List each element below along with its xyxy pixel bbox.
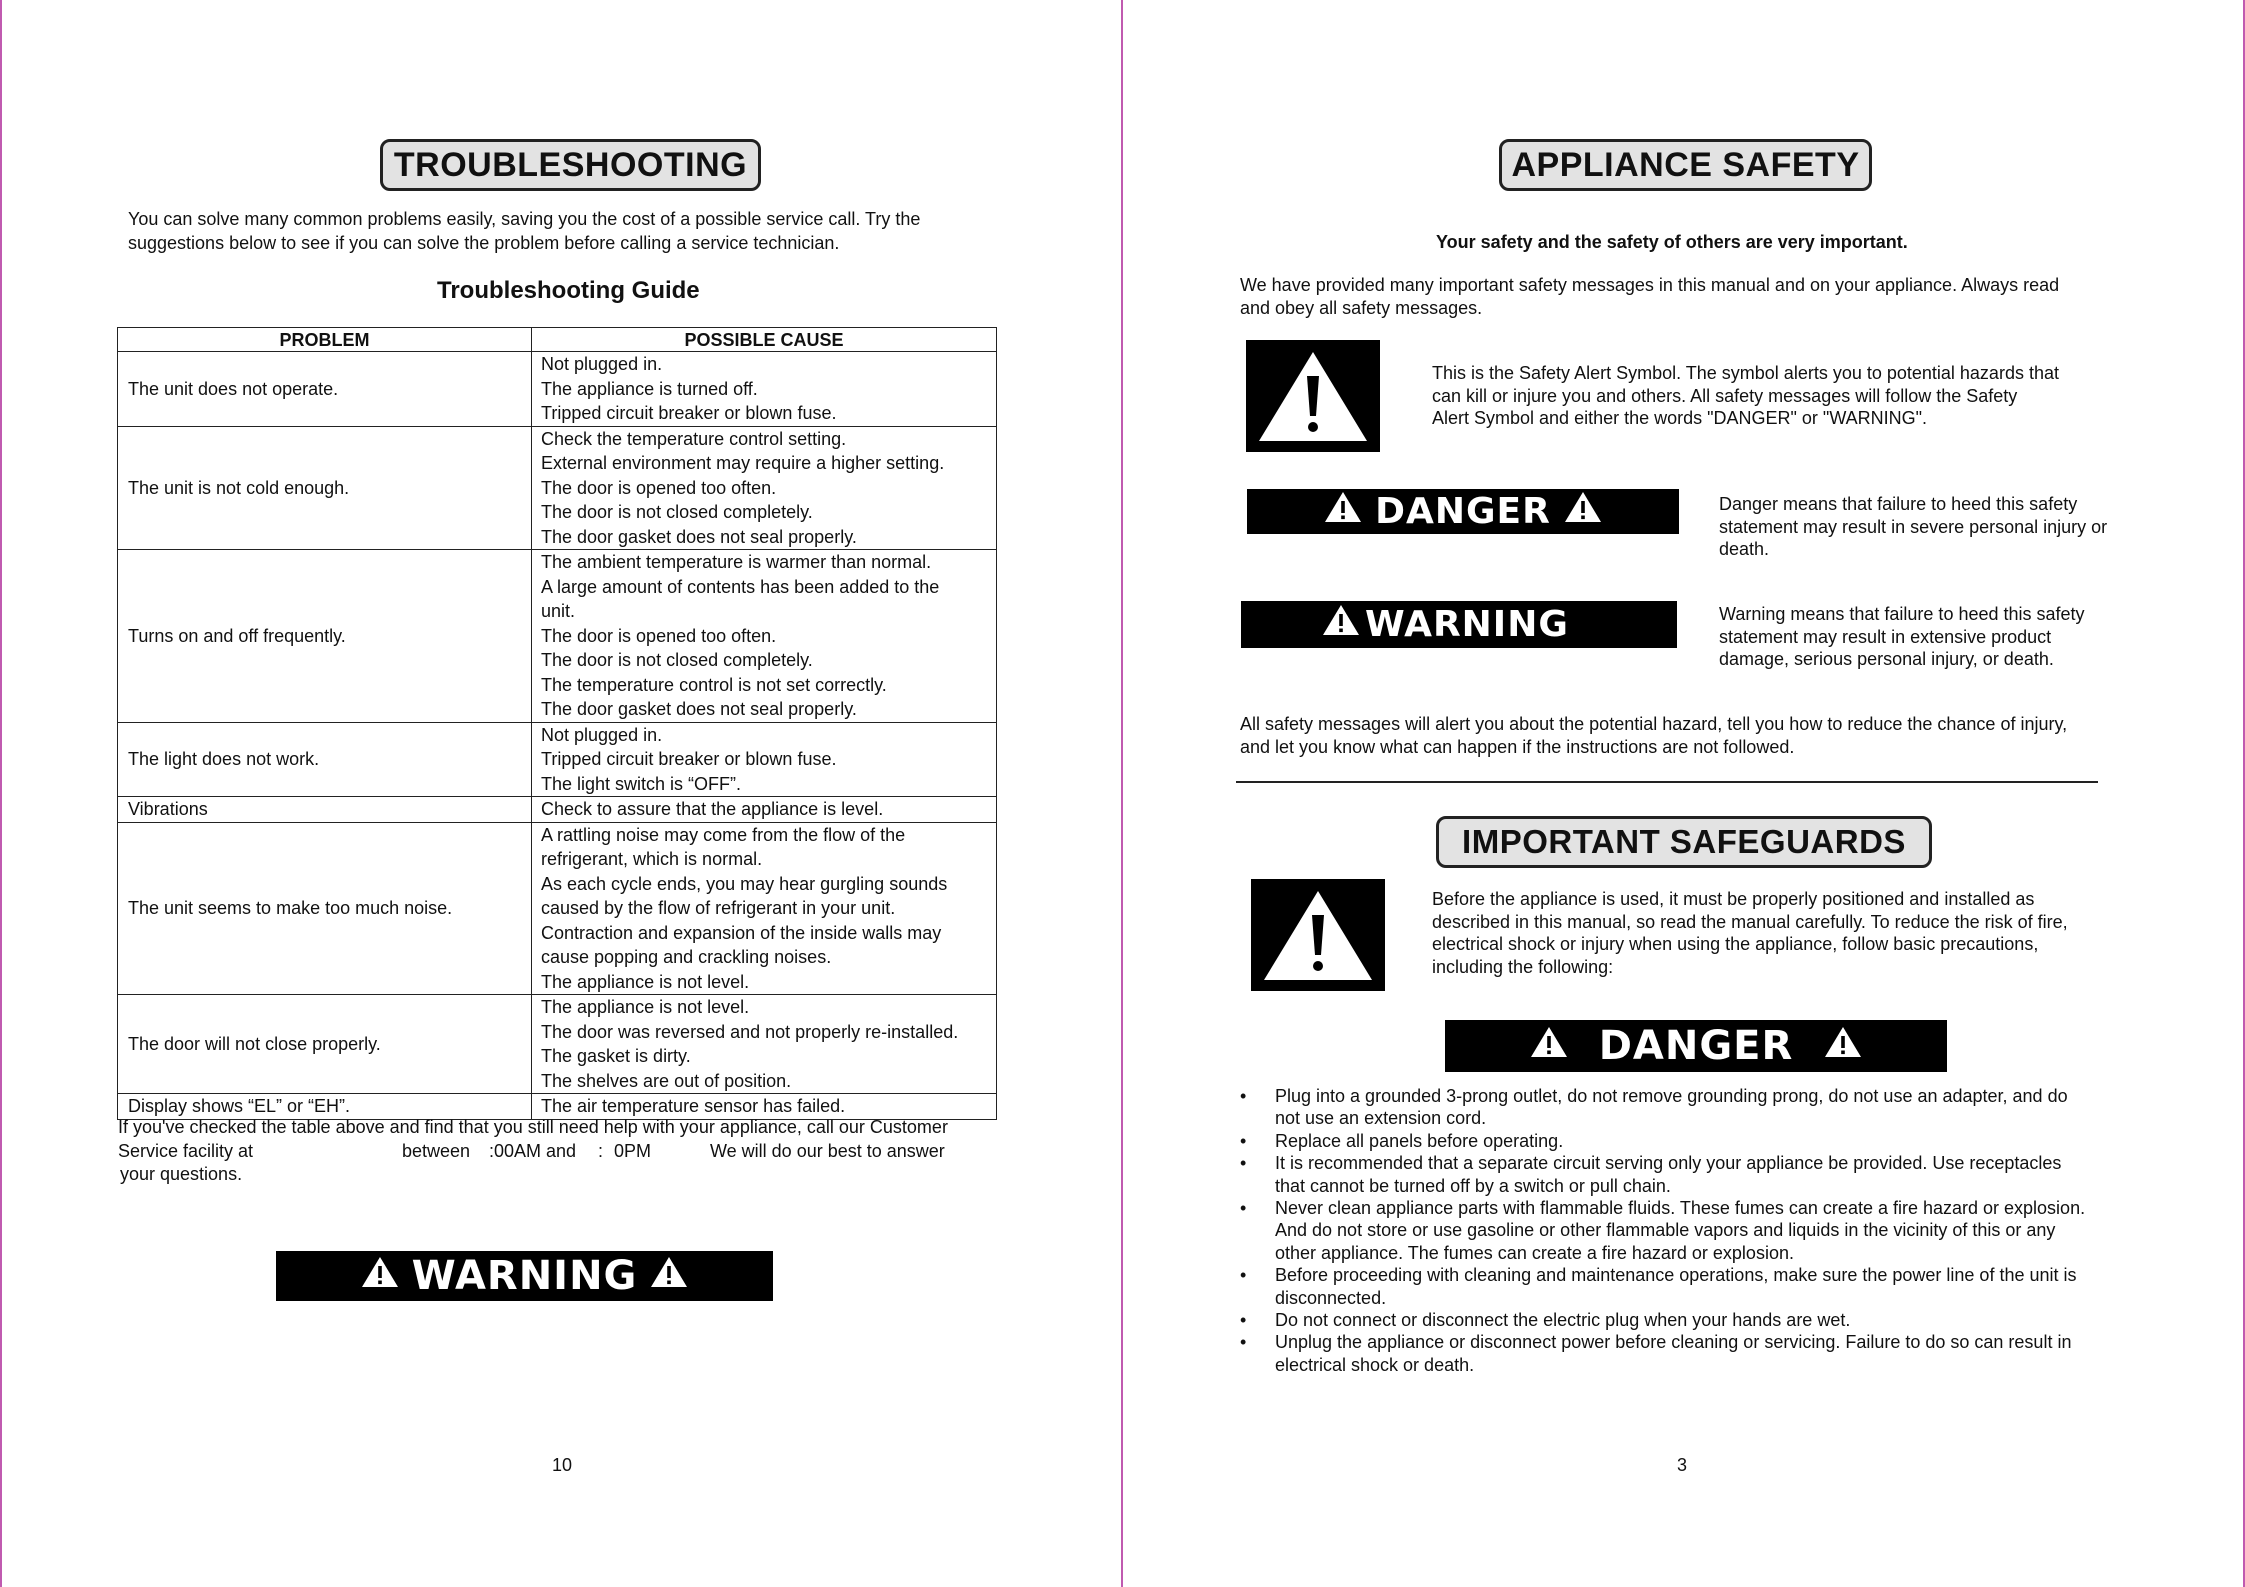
safeguards-line: described in this manual, so read the manual carefully. To reduce the risk of fire, (1432, 911, 2068, 932)
intro-text (128, 207, 920, 255)
danger-line: Danger means that failure to heed this safety (1719, 494, 2078, 514)
table-row (118, 352, 997, 427)
intro-line: You can solve many common problems easily, saving you the cost of a possible service call. Try the (128, 209, 921, 229)
all-line: and let you know what can happen if the instructions are not followed. (1240, 736, 1795, 757)
cause-line: The air temperature sensor has failed. (541, 1096, 846, 1116)
page-number: 10 (552, 1455, 573, 1475)
alert-line: This is the Safety Alert Symbol. The symbol alerts you to potential hazards that (1432, 363, 2059, 383)
cause-line: The door is opened too often. (541, 477, 777, 498)
table-row (118, 797, 997, 823)
guide-heading: Troubleshooting Guide (437, 277, 700, 304)
all-line: All safety messages will alert you about the potential hazard, tell you how to reduce the chance of injury, (1240, 714, 2068, 734)
cause-cell (532, 426, 997, 550)
cause-line: The appliance is not level. (541, 971, 750, 992)
cause-line: The temperature control is not set correctly. (541, 674, 887, 695)
danger-banner (1247, 489, 1679, 534)
warning-line: statement may result in extensive product (1719, 626, 2052, 647)
safety-intro (1240, 274, 2059, 319)
problem-cell: Display shows “EL” or “EH”. (118, 1094, 532, 1120)
list-item (1237, 1152, 2137, 1197)
list-item (1237, 1130, 2137, 1152)
problem-cell: Vibrations (118, 797, 532, 823)
table-header-row (118, 328, 997, 352)
safeguards-line: including the following: (1432, 956, 1614, 977)
problem-cell: The light does not work. (118, 722, 532, 797)
warning-triangle-icon (649, 1254, 689, 1299)
cause-line: The door was reversed and not properly re-installed. (541, 1021, 959, 1042)
cause-cell (532, 822, 997, 995)
list-item (1237, 1264, 2137, 1309)
safeguards-bullet-list (1237, 1085, 2137, 1376)
cause-line: Not plugged in. (541, 724, 663, 745)
help-fragment: : (598, 1140, 604, 1161)
warning-triangle-icon (1321, 603, 1361, 646)
intro-line: and obey all safety messages. (1240, 297, 1483, 318)
left-page (0, 0, 1121, 1587)
warning-banner (1241, 601, 1677, 648)
cause-line: The appliance is not level. (541, 997, 750, 1017)
table-row (118, 995, 997, 1094)
list-item-line: disconnected. (1275, 1287, 1387, 1308)
problem-cell: The door will not close properly. (118, 995, 532, 1094)
cause-cell (532, 797, 997, 823)
problem-cell: The unit does not operate. (118, 352, 532, 427)
cause-line: A rattling noise may come from the flow of the (541, 824, 906, 845)
list-item-line: • Unplug the appliance or disconnect power before cleaning or servicing. Failure to do so can result in (1275, 1332, 2072, 1353)
cause-cell (532, 995, 997, 1094)
list-item (1237, 1085, 2137, 1130)
problem-cell: The unit is not cold enough. (118, 426, 532, 550)
troubleshooting-table (117, 327, 997, 1120)
help-text (118, 1116, 998, 1187)
list-item-line: • It is recommended that a separate circuit serving only your appliance be provided. Use receptacles (1275, 1153, 2062, 1174)
table-row (118, 722, 997, 797)
list-item-line: • Before proceeding with cleaning and maintenance operations, make sure the power line of the unit is (1275, 1265, 2077, 1286)
cause-cell (532, 722, 997, 797)
cause-line: The shelves are out of position. (541, 1070, 792, 1091)
intro-line: We have provided many important safety messages in this manual and on your appliance. Always read (1240, 275, 2060, 295)
safety-alert-symbol-icon (1246, 340, 1380, 452)
cause-line: The door is not closed completely. (541, 502, 813, 522)
help-line (118, 1140, 998, 1164)
cause-line: The door gasket does not seal properly. (541, 699, 857, 719)
warning-description (1719, 603, 2085, 671)
list-item (1237, 1331, 2137, 1376)
danger-banner (1445, 1020, 1947, 1072)
table-row (118, 426, 997, 550)
column-header-problem: PROBLEM (118, 328, 532, 352)
warning-triangle-icon (1823, 1024, 1863, 1069)
help-fragment: :00AM and (489, 1140, 577, 1161)
danger-line: statement may result in severe personal injury or (1719, 516, 2108, 537)
warning-triangle-icon (1529, 1024, 1569, 1069)
cause-line: Tripped circuit breaker or blown fuse. (541, 749, 837, 769)
danger-line: death. (1719, 539, 1770, 559)
list-item-line: that cannot be turned off by a switch or pull chain. (1275, 1175, 1671, 1196)
warning-triangle-icon (1563, 490, 1603, 533)
safety-subtitle: Your safety and the safety of others are very important. (1436, 232, 1908, 252)
cause-line: The door gasket does not seal properly. (541, 526, 857, 547)
help-line: your questions. (120, 1164, 243, 1184)
cause-line: The light switch is “OFF”. (541, 773, 742, 794)
cause-line: The door is opened too often. (541, 625, 777, 646)
appliance-safety-title: APPLIANCE SAFETY (1499, 139, 1872, 191)
cause-line: The gasket is dirty. (541, 1046, 691, 1066)
cause-cell (532, 352, 997, 427)
table-body (118, 352, 997, 1120)
list-item (1237, 1309, 2137, 1331)
cause-line: The appliance is turned off. (541, 378, 758, 399)
alert-line: Alert Symbol and either the words "DANGER" or "WARNING". (1432, 408, 1928, 428)
problem-cell: Turns on and off frequently. (118, 550, 532, 723)
list-item (1237, 1197, 2137, 1264)
cause-line: Contraction and expansion of the inside walls may (541, 922, 942, 943)
cause-line: A large amount of contents has been added to the (541, 576, 940, 597)
list-item-line: • Never clean appliance parts with flammable fluids. These fumes can create a fire hazard or explosion. (1275, 1198, 2086, 1219)
intro-line: suggestions below to see if you can solve the problem before calling a service technician. (128, 233, 840, 253)
list-item-line: electrical shock or death. (1275, 1354, 1475, 1375)
cause-line: Check the temperature control setting. (541, 428, 847, 449)
cause-line: unit. (541, 601, 576, 621)
warning-banner-text: WARNING (411, 1253, 638, 1299)
warning-triangle-icon (1323, 490, 1363, 533)
alert-symbol-text (1432, 362, 2059, 430)
alert-line: can kill or injure you and others. All safety messages will follow the Safety (1432, 385, 2018, 406)
danger-banner-text: DANGER (1598, 1023, 1794, 1069)
list-item-line: • Replace all panels before operating. (1275, 1130, 1564, 1151)
all-safety-messages-text (1240, 713, 2067, 758)
warning-banner-text: WARNING (1365, 604, 1569, 645)
column-header-cause: POSSIBLE CAUSE (532, 328, 997, 352)
cause-line: As each cycle ends, you may hear gurgling sounds (541, 873, 948, 894)
help-fragment: between (402, 1140, 471, 1161)
safeguards-line: Before the appliance is used, it must be properly positioned and installed as (1432, 889, 2035, 909)
problem-cell: The unit seems to make too much noise. (118, 822, 532, 995)
cause-line: External environment may require a higher setting. (541, 453, 945, 473)
warning-line: Warning means that failure to heed this safety (1719, 604, 2085, 624)
warning-triangle-icon (360, 1254, 400, 1299)
list-item-line: And do not store or use gasoline or other flammable vapors and liquids in the vicinity of this or any (1275, 1220, 2056, 1241)
warning-line: damage, serious personal injury, or death. (1719, 649, 2054, 669)
cause-line: caused by the flow of refrigerant in your unit. (541, 898, 896, 918)
help-fragment: 0PM (614, 1140, 652, 1161)
danger-banner-text: DANGER (1375, 491, 1551, 532)
list-item-line: • Plug into a grounded 3-prong outlet, do not remove grounding prong, do not use an adapter, and do (1275, 1086, 2068, 1106)
cause-line: The door is not closed completely. (541, 650, 813, 670)
help-fragment: Service facility at (118, 1140, 254, 1161)
cause-line: refrigerant, which is normal. (541, 849, 763, 869)
troubleshooting-title: TROUBLESHOOTING (380, 139, 761, 191)
cause-line: Tripped circuit breaker or blown fuse. (541, 403, 837, 423)
list-item-line: • Do not connect or disconnect the electric plug when your hands are wet. (1275, 1310, 1851, 1331)
list-item-line: not use an extension cord. (1275, 1108, 1487, 1129)
help-fragment: We will do our best to answer (710, 1140, 945, 1161)
safety-alert-symbol-icon (1251, 879, 1385, 991)
cause-cell (532, 550, 997, 723)
section-divider (1236, 781, 2098, 783)
help-line: If you've checked the table above and find that you still need help with your appliance, call our Customer (118, 1117, 948, 1137)
warning-banner (276, 1251, 773, 1301)
cause-line: The ambient temperature is warmer than normal. (541, 552, 932, 572)
cause-line: Not plugged in. (541, 354, 663, 374)
table-row (118, 822, 997, 995)
safeguards-line: electrical shock or injury when using the appliance, follow basic precautions, (1432, 934, 2039, 954)
table-row (118, 550, 997, 723)
cause-line: Check to assure that the appliance is level. (541, 799, 884, 819)
safeguards-intro (1432, 888, 2068, 978)
cause-line: cause popping and crackling noises. (541, 947, 832, 967)
danger-description (1719, 493, 2107, 561)
list-item-line: other appliance. The fumes can create a fire hazard or explosion. (1275, 1242, 1794, 1263)
important-safeguards-title: IMPORTANT SAFEGUARDS (1436, 816, 1932, 868)
page-number: 3 (1677, 1455, 1688, 1475)
